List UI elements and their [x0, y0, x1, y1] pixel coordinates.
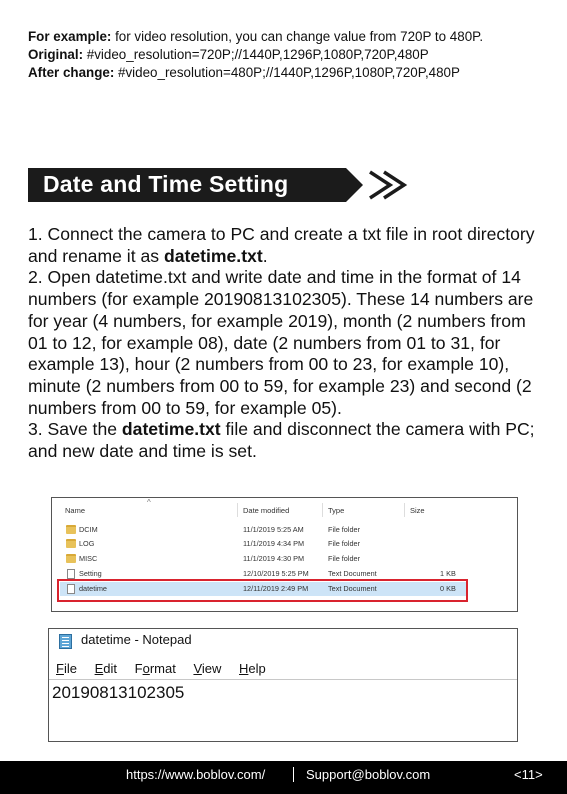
example-text: for video resolution, you can change value from 720P to 480P. — [111, 29, 484, 44]
instructions — [28, 224, 543, 463]
original-line — [28, 46, 553, 64]
file-size: 0 KB — [440, 584, 456, 593]
menu-format[interactable] — [135, 661, 176, 676]
step-1-text: 1. Connect the camera to PC and create a txt file in root directory and rename it as — [28, 224, 535, 266]
file-name: DCIM — [79, 525, 98, 534]
after-change-text: #video_resolution=480P;//1440P,1296P,1080P,720P,480P — [114, 65, 460, 80]
file-type: Text Document — [328, 584, 377, 593]
example-label: For example: — [28, 29, 112, 44]
double-chevron-icon — [368, 170, 422, 200]
website-link[interactable]: https://www.boblov.com/ — [126, 767, 266, 782]
column-separator — [322, 503, 323, 517]
step-3 — [28, 419, 543, 462]
file-type: Text Document — [328, 569, 377, 578]
menu-file-rest: ile — [63, 661, 77, 676]
menu-view[interactable] — [193, 661, 221, 676]
section-title: Date and Time Setting — [43, 171, 289, 197]
menu-format-pre: F — [134, 661, 143, 676]
text-file-icon — [67, 569, 75, 579]
notepad-text-area[interactable]: 20190813102305 — [49, 679, 517, 706]
menu-file-key: F — [56, 661, 64, 676]
file-type: File folder — [328, 554, 361, 563]
menu-help[interactable] — [239, 661, 266, 676]
menu-edit-key: E — [94, 661, 104, 676]
column-header-date-modified[interactable]: Date modified — [243, 506, 290, 515]
folder-icon — [66, 539, 76, 548]
column-header-type[interactable]: Type — [328, 506, 345, 515]
file-modified: 11/1/2019 5:25 AM — [243, 525, 304, 534]
page-footer — [0, 761, 567, 794]
notepad-icon — [59, 634, 72, 649]
column-header-name[interactable]: Name — [65, 506, 86, 515]
example-line — [28, 28, 553, 46]
file-name: datetime — [79, 584, 107, 593]
file-modified: 12/10/2019 5:25 PM — [243, 569, 309, 578]
after-change-line — [28, 64, 553, 82]
file-modified: 11/1/2019 4:34 PM — [243, 539, 305, 548]
file-row-dcim[interactable] — [52, 523, 517, 537]
step-3-filename: datetime.txt — [121, 419, 221, 440]
file-row-misc[interactable] — [52, 552, 517, 566]
sort-arrow-icon: ^ — [147, 498, 151, 507]
folder-icon — [66, 554, 76, 563]
page-number: <11> — [514, 767, 543, 782]
file-row-log[interactable] — [52, 537, 517, 551]
original-text: #video_resolution=720P;//1440P,1296P,1080P,720P,480P — [83, 47, 429, 62]
column-header-size[interactable]: Size — [410, 506, 425, 515]
menu-help-key: H — [239, 661, 249, 676]
highlight-box — [57, 579, 468, 602]
column-separator — [237, 503, 238, 517]
file-explorer-screenshot — [51, 497, 518, 612]
menu-help-rest: elp — [248, 661, 266, 676]
notepad-title: datetime - Notepad — [81, 632, 192, 647]
folder-icon — [66, 525, 76, 534]
step-3-text: 3. Save the — [28, 419, 122, 440]
support-email-link[interactable]: Support@boblov.com — [306, 767, 431, 782]
file-type: File folder — [328, 525, 361, 534]
file-modified: 12/11/2019 2:49 PM — [243, 584, 309, 593]
menu-edit[interactable] — [95, 661, 117, 676]
menu-edit-rest: dit — [103, 661, 117, 676]
menu-format-key: o — [142, 661, 150, 676]
after-change-label: After change: — [28, 65, 115, 80]
step-2: 2. Open datetime.txt and write date and time in the format of 14 numbers (for example 20190813102305). These 14 numbers are for year (4 numbers, for example 2019), month (2 numbers from 01 to 12, for example 08), date (2 numbers from 01 to 31, for example 13), hour (2 numbers from 00 to 23, for example 10), minute (2 numbers from 00 to 59, for example 23) and second (2 numbers from 00 to 59, for example 05). — [28, 267, 534, 418]
example-block — [28, 28, 553, 82]
file-size: 1 KB — [440, 569, 456, 578]
menu-view-rest: iew — [201, 661, 222, 676]
step-1-filename: datetime.txt — [163, 245, 263, 266]
footer-divider — [293, 767, 294, 782]
menu-format-rest: rmat — [149, 661, 176, 676]
file-name: Setting — [79, 569, 102, 578]
file-name: LOG — [79, 539, 95, 548]
step-3-end: file and disconnect the camera with PC; and new date and time is set. — [28, 419, 535, 462]
original-label: Original: — [28, 47, 84, 62]
step-1-end: . — [262, 245, 268, 266]
notepad-menu-bar — [56, 661, 280, 676]
file-name: MISC — [79, 554, 98, 563]
step-1 — [28, 224, 543, 267]
column-separator — [404, 503, 405, 517]
section-heading — [28, 168, 398, 202]
file-modified: 11/1/2019 4:30 PM — [243, 554, 305, 563]
notepad-screenshot — [48, 628, 518, 742]
menu-view-key: V — [193, 661, 202, 676]
file-type: File folder — [328, 539, 361, 548]
menu-file[interactable] — [56, 661, 77, 676]
